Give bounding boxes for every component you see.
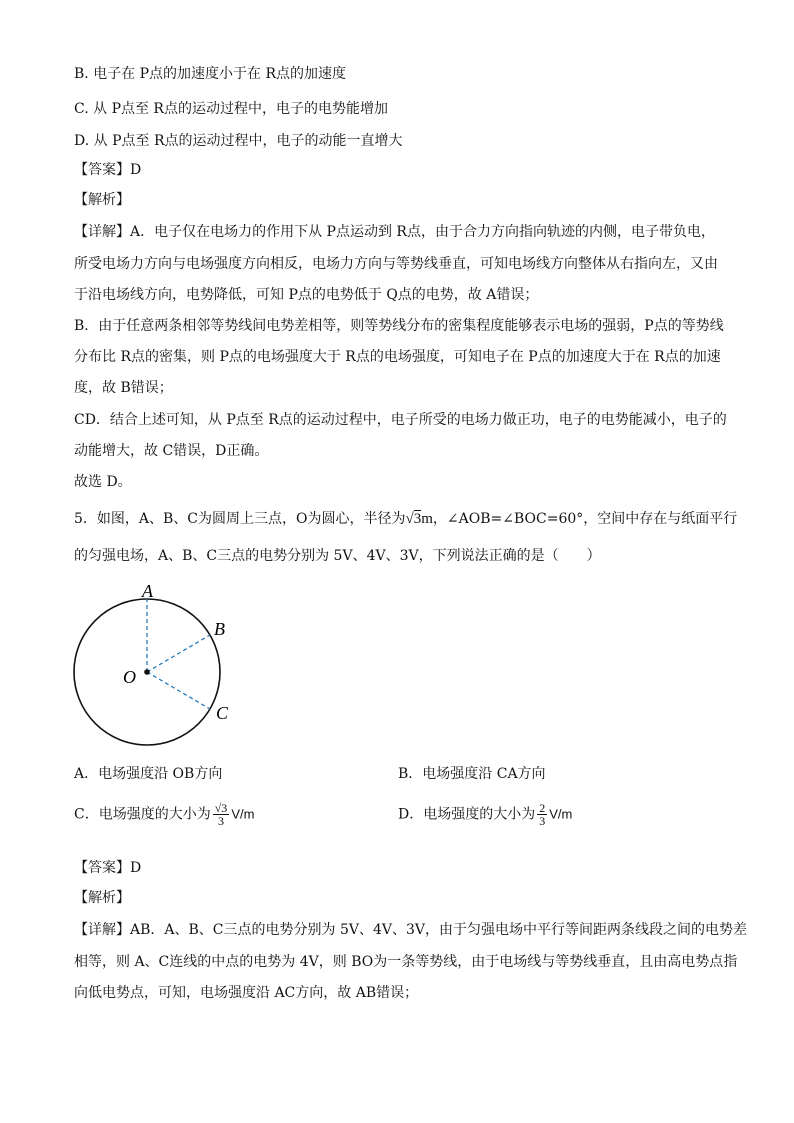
q4-detail-line: 动能增大，故 C错误，D正确。 (74, 443, 269, 459)
q5-option-d-num: 2 (539, 801, 546, 815)
q5-stem-line2: 的匀强电场，A、B、C三点的电势分别为 5V、4V、3V，下列说法正确的是（ ） (74, 548, 601, 564)
q4-detail-line: 【详解】A．电子仅在电场力的作用下从 P点运动到 R点，由于合力方向指向轨迹的内侧，电子带负电， (74, 224, 715, 240)
q5-stem-line1 (74, 509, 737, 529)
label-a: A (142, 581, 153, 601)
q4-answer: 【答案】D (74, 162, 142, 178)
q4-detail-line: 所受电场力方向与电场强度方向相反，电场力方向与等势线垂直，可知电场线方向整体从右指向左，又由 (74, 256, 718, 272)
q5-option-d-unit: V/m (549, 806, 573, 822)
q5-detail-line: 向低电势点，可知，电场强度沿 AC方向，故 AB错误； (74, 985, 419, 1001)
label-b: B (214, 619, 225, 639)
q4-detail-line: 度，故 B错误； (74, 380, 173, 396)
q4-detail-line: B．由于任意两条相邻等势线间电势差相等，则等势线分布的密集程度能够表示电场的强弱，P点的等势线 (74, 318, 724, 334)
q5-stem-text-a: 5．如图，A、B、C为圆周上三点，O为圆心，半径为 (74, 511, 406, 527)
q5-option-c-fraction (213, 802, 230, 827)
label-c: C (216, 703, 229, 723)
q4-option-d: D. 从 P点至 R点的运动过程中，电子的动能一直增大 (74, 133, 403, 149)
q5-option-b: B．电场强度沿 CA方向 (398, 766, 546, 782)
q5-answer: 【答案】D (74, 860, 142, 876)
segment-oc (147, 672, 210, 709)
q5-detail-line: 【详解】AB．A、B、C三点的电势分别为 5V、4V、3V，由于匀强电场中平行等间距两条线段之间的电势差 (74, 922, 748, 938)
q5-radius-unit: m (421, 511, 433, 527)
q4-analysis-heading: 【解析】 (74, 192, 130, 208)
q5-radius-sqrt: √3m (405, 511, 433, 527)
q5-detail-line: 相等，则 A、C连线的中点的电势为 4V，则 BO为一条等势线，由于电场线与等势线垂直，且由高电势点指 (74, 954, 738, 970)
q5-radius-value: 3 (413, 511, 422, 527)
segment-ob (147, 635, 210, 672)
q4-option-b: B. 电子在 P点的加速度小于在 R点的加速度 (74, 66, 347, 82)
q5-option-c-den: 3 (218, 814, 225, 828)
q5-option-d-prefix: D．电场强度的大小为 (398, 806, 536, 823)
q5-option-c (74, 802, 254, 827)
q5-option-a: A．电场强度沿 OB方向 (74, 766, 223, 782)
q5-option-c-unit: V/m (231, 806, 255, 822)
q5-option-c-prefix: C．电场强度的大小为 (74, 806, 211, 823)
q5-analysis-heading: 【解析】 (74, 890, 130, 906)
q5-option-d (398, 802, 572, 827)
q4-option-c: C. 从 P点至 R点的运动过程中，电子的电势能增加 (74, 101, 388, 117)
q5-stem-text-b: ，∠AOB=∠BOC=60°，空间中存在与纸面平行 (432, 511, 738, 527)
center-dot (144, 669, 150, 675)
q5-circle-figure (66, 576, 246, 756)
label-o: O (123, 667, 136, 687)
q4-detail-line: 于沿电场线方向，电势降低，可知 P点的电势低于 Q点的电势，故 A错误； (74, 287, 539, 303)
q5-option-c-num: √3 (214, 801, 228, 815)
q5-option-d-den: 3 (539, 814, 546, 828)
q5-option-d-fraction (537, 802, 547, 827)
q4-detail-line: 分布比 R点的密集，则 P点的电场强度大于 R点的电场强度，可知电子在 P点的加速度大于在 R点的加速 (74, 349, 721, 365)
q4-detail-line: 故选 D。 (74, 474, 132, 490)
q4-detail-line: CD．结合上述可知，从 P点至 R点的运动过程中，电子所受的电场力做正功，电子的电势能减小，电子的 (74, 412, 727, 428)
